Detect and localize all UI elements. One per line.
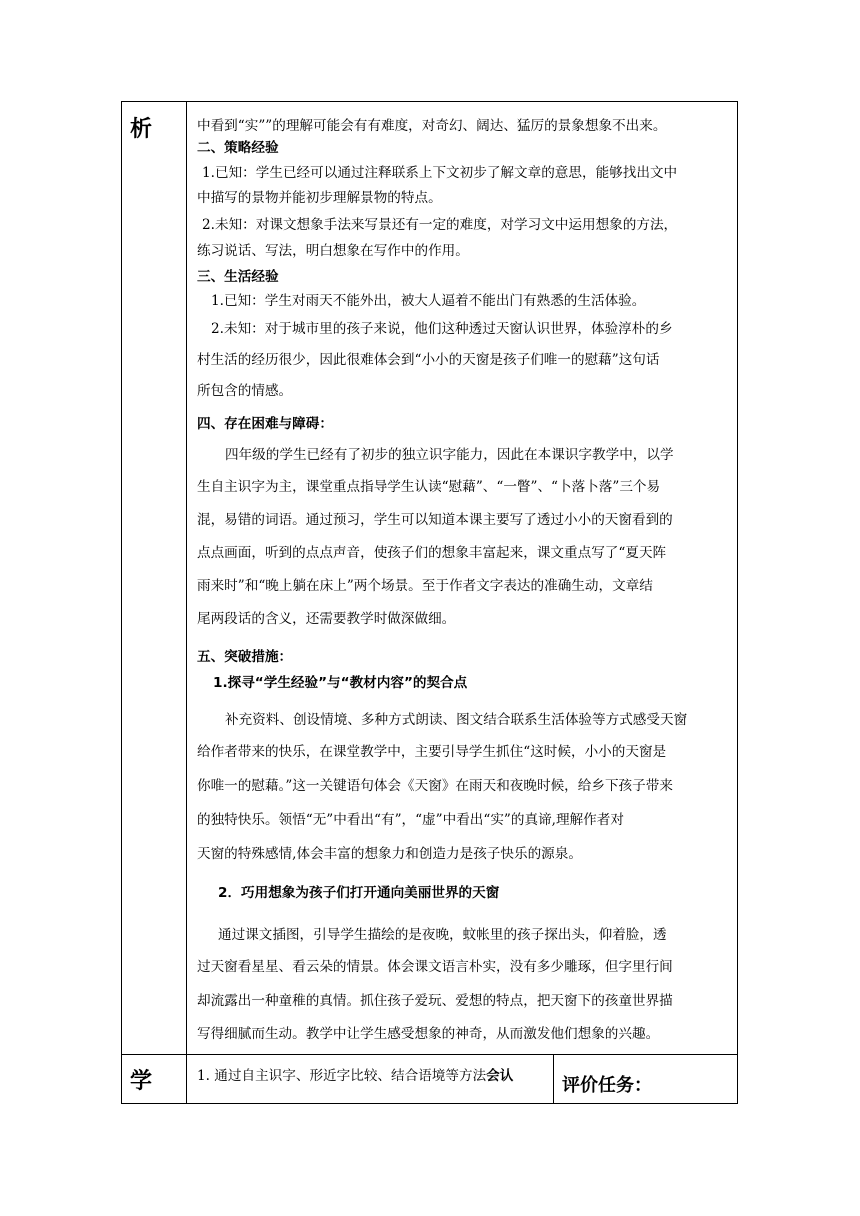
section-heading: 五、突破措施： (197, 649, 293, 665)
text-line: 混，易错的词语。通过预习，学生可以知道本课主要写了透过小小的天窗看到的 (197, 512, 673, 528)
text-line: 练习说话、写法，明白想象在写作中的作用。 (197, 243, 469, 259)
text-line: 所包含的情感。 (197, 383, 293, 399)
column-divider-bottom (553, 1054, 554, 1104)
text-line: 的独特快乐。领悟“无”中看出“有”，“虚”中看出“实”的真谛,理解作者对 (197, 812, 624, 828)
text-line: 补充资料、创设情境、多种方式朗读、图文结合联系生活体验等方式感受天窗 (225, 712, 688, 728)
learning-objective (197, 1070, 513, 1084)
text-line: 四年级的学生已经有了初步的独立识字能力，因此在本课识字教学中，以学 (225, 447, 674, 463)
learning-objective-emphasis: 会认 (486, 1068, 514, 1084)
text-line: 中描写的景物并能初步理解景物的特点。 (197, 190, 442, 206)
text-line: 中看到“实””的理解可能会有有难度，对奇幻、阔达、猛厉的景象想象不出来。 (197, 118, 667, 134)
evaluation-task-label: 评价任务： (562, 1075, 652, 1096)
side-head-analysis: 析 (130, 116, 153, 142)
text-line: 村生活的经历很少，因此很难体会到“小小的天窗是孩子们唯一的慰藉”这句话 (197, 352, 660, 368)
side-head-learn: 学 (130, 1068, 153, 1094)
text-line: 你唯一的慰藉。”这一关键语句体会《天窗》在雨天和夜晚时候，给乡下孩子带来 (197, 778, 673, 794)
text-line: 点点画面，听到的点点声音，使孩子们的想象丰富起来，课文重点写了“夏天阵 (197, 545, 667, 561)
text-line: 生自主识字为主，课堂重点指导学生认读“慰藉”、“一瞥”、“卜落卜落”三个易 (197, 479, 661, 495)
section-heading: 三、生活经验 (197, 269, 279, 285)
text-line: 2.未知：对于城市里的孩子来说，他们这种透过天窗认识世界，体验淳朴的乡 (211, 321, 673, 337)
text-line: 过天窗看星星、看云朵的情景。体会课文语言朴实，没有多少雕琢，但字里行间 (197, 959, 673, 975)
text-line: 雨来时”和“晚上躺在床上”两个场景。至于作者文字表达的准确生动，文章结 (197, 578, 653, 594)
text-line: 写得细腻而生动。教学中让学生感受想象的神奇，从而激发他们想象的兴趣。 (197, 1026, 660, 1042)
text-line: 天窗的特殊感情,体会丰富的想象力和创造力是孩子快乐的源泉。 (197, 846, 582, 862)
subsection-heading: 2．巧用想象为孩子们打开通向美丽世界的天窗 (218, 885, 500, 901)
text-line: 1.已知：学生对雨天不能外出，被大人逼着不能出门有熟悉的生活体验。 (211, 293, 646, 309)
column-divider (186, 101, 187, 1104)
text-line: 2.未知：对课文想象手法来写景还有一定的难度，对学习文中运用想象的方法， (202, 217, 678, 233)
learning-objective-text: 1. 通过自主识字、形近字比较、结合语境等方法 (197, 1068, 487, 1084)
text-line: 1.已知：学生已经可以通过注释联系上下文初步了解文章的意思，能够找出文中 (202, 165, 678, 181)
text-line: 给作者带来的快乐，在课堂教学中，主要引导学生抓住“这时候，小小的天窗是 (197, 744, 667, 760)
section-heading: 二、策略经验 (197, 140, 279, 156)
text-line: 却流露出一种童稚的真情。抓住孩子爱玩、爱想的特点，把天窗下的孩童世界描 (197, 993, 673, 1009)
row-divider (121, 1054, 738, 1055)
text-line: 通过课文插图，引导学生描绘的是夜晚，蚊帐里的孩子探出头，仰着脸，透 (218, 927, 667, 943)
subsection-heading: 1.探寻“学生经验”与“教材内容”的契合点 (213, 675, 468, 691)
section-heading: 四、存在困难与障碍： (197, 416, 333, 432)
text-line: 尾两段话的含义，还需要教学时做深做细。 (197, 611, 456, 627)
